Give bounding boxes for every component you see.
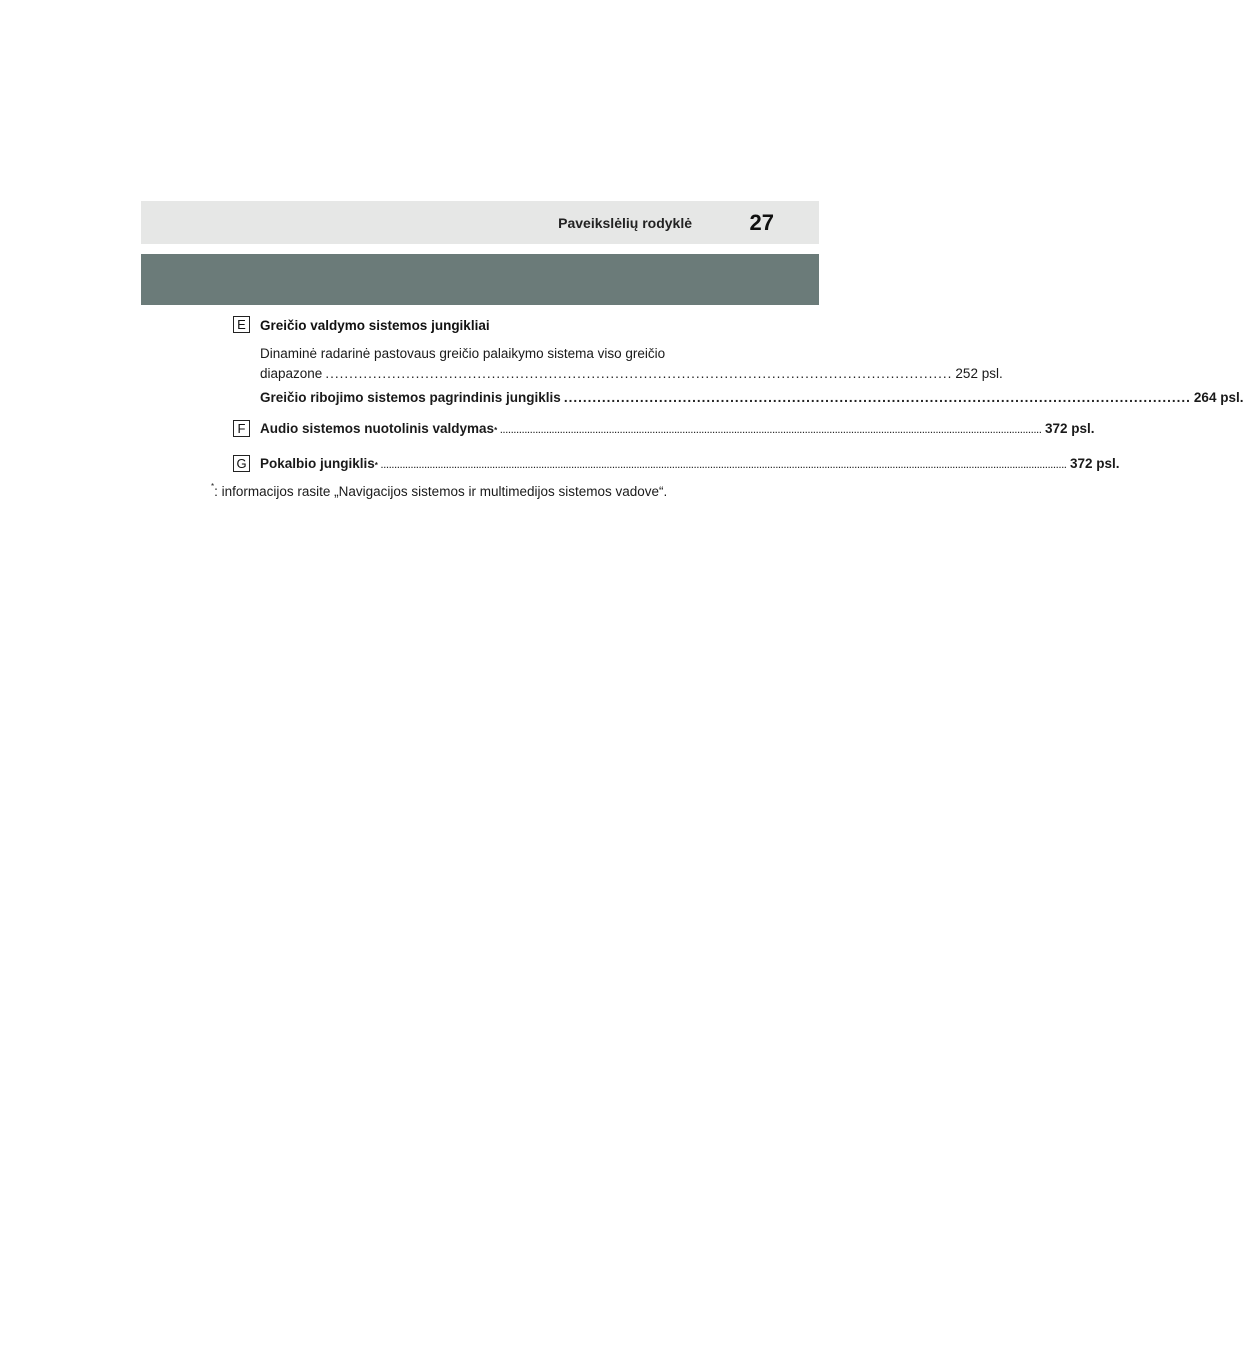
entry-e-sub1-line2 bbox=[260, 366, 1003, 381]
entry-title-e: Greičio valdymo sistemos jungikliai bbox=[260, 318, 490, 333]
dot-leader: .................................................................................................................................... bbox=[325, 366, 953, 381]
dot-leader: ....................................................................................................................................................................................................... bbox=[500, 426, 1042, 435]
footnote-marker: * bbox=[211, 482, 215, 491]
section-title: Paveikslėlių rodyklė bbox=[558, 215, 692, 231]
entry-e-sub1-label: diapazone bbox=[260, 366, 323, 381]
footnote bbox=[211, 484, 667, 499]
entry-label-f: F bbox=[233, 420, 250, 437]
entry-label-e: E bbox=[233, 316, 250, 333]
dot-leader: ............................................................................................................................................................................................................................................................ bbox=[380, 461, 1068, 470]
entry-e-sub1-line1: Dinaminė radarinė pastovaus greičio palaikymo sistema viso greičio bbox=[260, 346, 666, 361]
entry-e-sub2 bbox=[260, 390, 1243, 405]
entry-e-sub2-label: Greičio ribojimo sistemos pagrindinis jungiklis bbox=[260, 390, 561, 405]
entry-g: Pokalbio jungiklis * ............................................................................................................................................................................................................................................................ 372 psl. bbox=[260, 456, 1120, 471]
entry-e-sub1-page[interactable]: 252 psl. bbox=[955, 366, 1003, 381]
dot-leader: .................................................................................................................................... bbox=[563, 390, 1191, 405]
entry-e-sub2-page[interactable]: 264 psl. bbox=[1193, 390, 1243, 405]
entry-title-f: Audio sistemos nuotolinis valdymas bbox=[260, 421, 495, 436]
entry-f: Audio sistemos nuotolinis valdymas * ....................................................................................................................................................................................................... 372 psl. bbox=[260, 421, 1095, 436]
page-header bbox=[141, 201, 819, 244]
entry-g-page[interactable]: 372 psl. bbox=[1070, 456, 1120, 471]
entry-label-g: G bbox=[233, 455, 250, 472]
entry-title-g: Pokalbio jungiklis bbox=[260, 456, 375, 471]
entry-f-page[interactable]: 372 psl. bbox=[1045, 421, 1095, 436]
page-number: 27 bbox=[749, 210, 774, 235]
section-banner bbox=[141, 254, 819, 305]
footnote-text: : informacijos rasite „Navigacijos sistemos ir multimedijos sistemos vadove“. bbox=[214, 484, 668, 499]
